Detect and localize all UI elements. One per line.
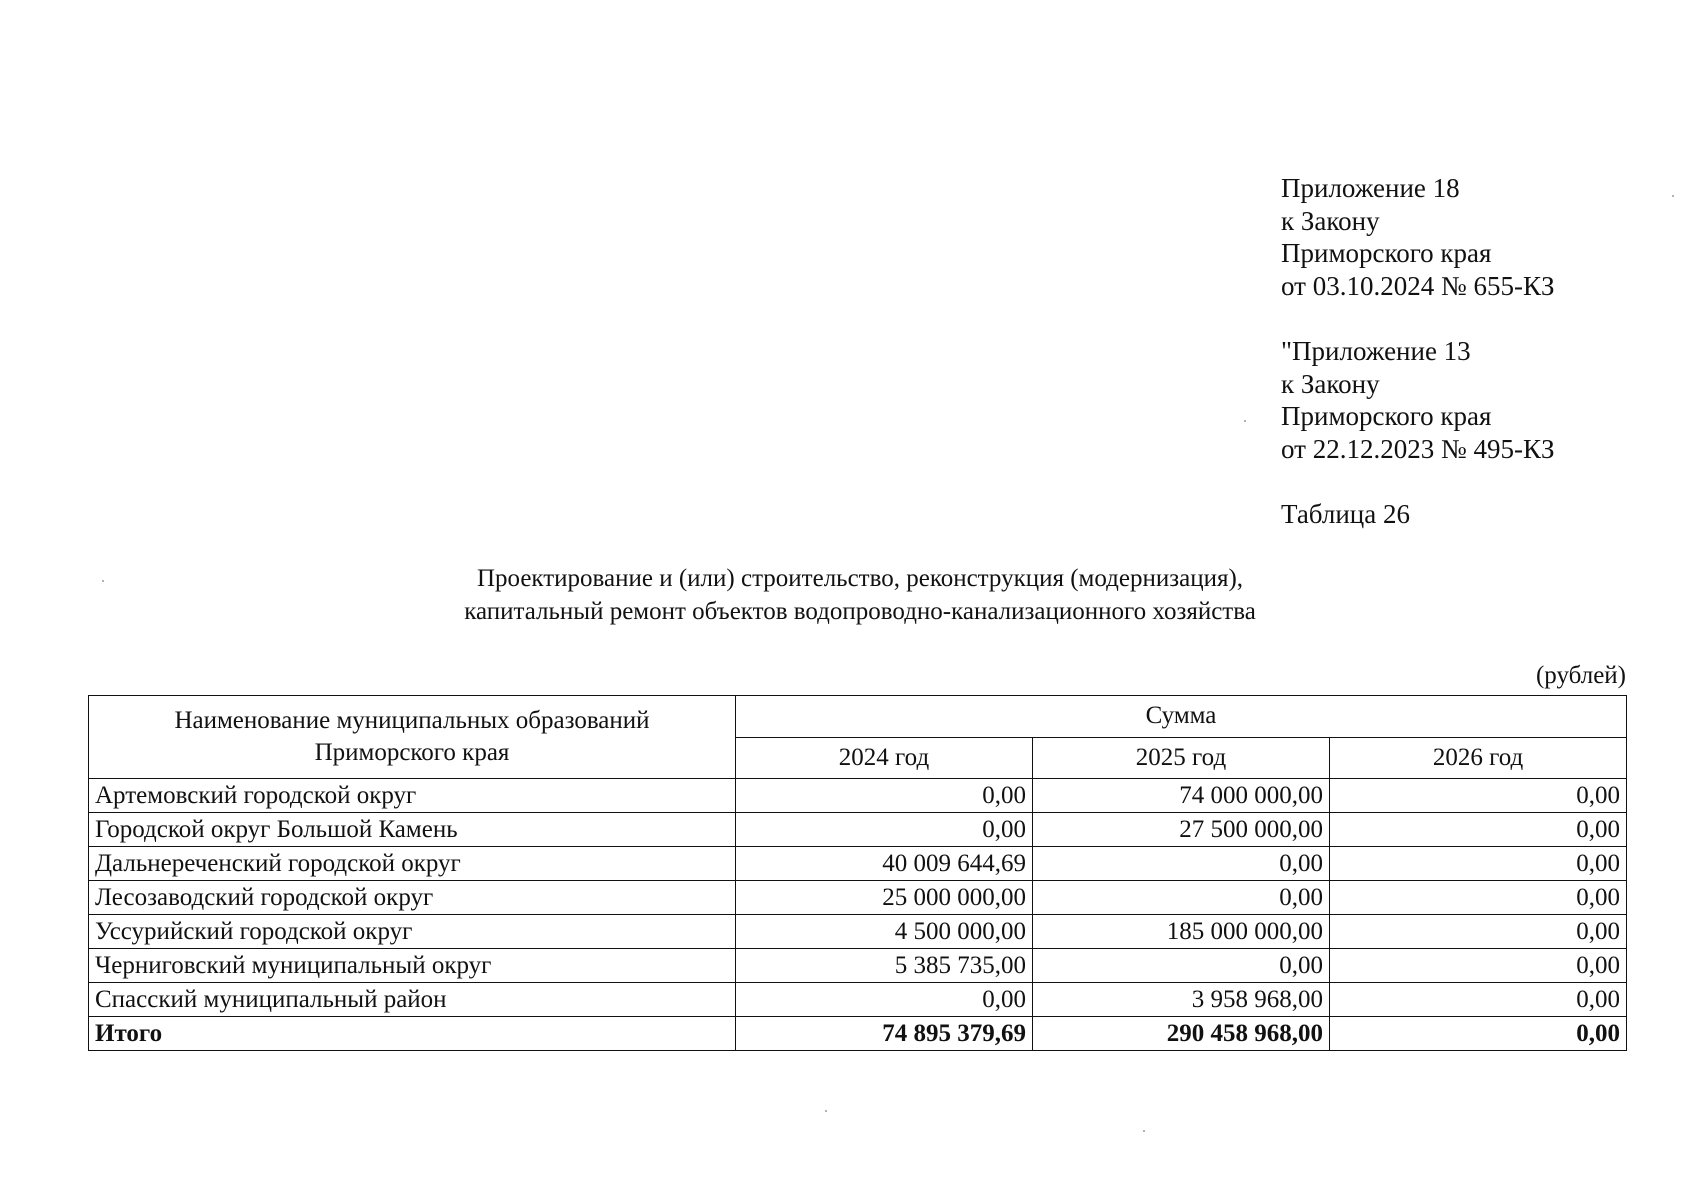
table-row [89,983,1627,1017]
header-year-2024: 2024 год [736,737,1033,779]
header-municipality-line2: Приморского края [314,739,510,766]
row-2026: 0,00 [1330,915,1627,949]
table-row [89,915,1627,949]
row-2025: 0,00 [1033,949,1330,983]
row-2024: 5 385 735,00 [736,949,1033,983]
row-2026: 0,00 [1330,881,1627,915]
row-2026: 0,00 [1330,949,1627,983]
unit-note: (рублей) [1535,662,1626,689]
row-name: Уссурийский городской округ [89,915,736,949]
annex-current-line3: Приморского края [1281,238,1492,268]
row-2025: 0,00 [1033,881,1330,915]
annex-previous-line3: Приморского края [1281,401,1492,431]
total-label: Итого [89,1017,736,1051]
row-name: Артемовский городской округ [89,779,736,813]
row-2024: 0,00 [736,779,1033,813]
table-row [89,813,1627,847]
row-2026: 0,00 [1330,847,1627,881]
row-2025: 185 000 000,00 [1033,915,1330,949]
table-row [89,847,1627,881]
total-2025: 290 458 968,00 [1033,1017,1330,1051]
row-2026: 0,00 [1330,813,1627,847]
document-title-line2: капитальный ремонт объектов водопроводно-канализационного хозяйства [464,598,1256,625]
document-title-line1: Проектирование и (или) строительство, реконструкция (модернизация), [476,565,1244,592]
table-row [89,779,1627,813]
annex-current-line2: к Закону [1281,205,1380,236]
annex-previous-line2: к Закону [1281,368,1380,399]
row-name: Спасский муниципальный район [89,983,736,1017]
budget-table [88,695,1627,1051]
header-municipality-line1: Наименование муниципальных образований [174,707,650,734]
table-row [89,949,1627,983]
annex-previous-line4: от 22.12.2023 № 495-КЗ [1281,433,1555,464]
annex-current-line4: от 03.10.2024 № 655-КЗ [1281,270,1555,301]
scan-speck [1143,1130,1145,1132]
annex-previous-line1: "Приложение 13 [1281,336,1471,366]
row-2026: 0,00 [1330,779,1627,813]
header-year-2026: 2026 год [1330,737,1627,779]
row-name: Лесозаводский городской округ [89,881,736,915]
table-number: Таблица 26 [1281,499,1410,529]
row-2025: 0,00 [1033,847,1330,881]
row-2025: 74 000 000,00 [1033,779,1330,813]
row-name: Черниговский муниципальный округ [89,949,736,983]
table-header-row [89,696,1627,738]
scan-speck [1244,420,1246,422]
document-title [0,562,1698,628]
table-row [89,881,1627,915]
row-name: Дальнереченский городской округ [89,847,736,881]
total-2024: 74 895 379,69 [736,1017,1033,1051]
row-2025: 27 500 000,00 [1033,813,1330,847]
header-sum: Сумма [736,696,1627,738]
table-total-row [89,1017,1627,1051]
header-municipality [89,696,736,779]
row-2024: 4 500 000,00 [736,915,1033,949]
scan-speck [825,1110,827,1112]
header-year-2025: 2025 год [1033,737,1330,779]
row-name: Городской округ Большой Камень [89,813,736,847]
row-2024: 40 009 644,69 [736,847,1033,881]
annex-current-line1: Приложение 18 [1281,173,1460,203]
scan-speck [1672,195,1674,197]
row-2025: 3 958 968,00 [1033,983,1330,1017]
annex-current-block [1281,172,1554,302]
row-2026: 0,00 [1330,983,1627,1017]
annex-previous-block [1281,335,1554,465]
row-2024: 25 000 000,00 [736,881,1033,915]
scan-speck [102,580,104,582]
row-2024: 0,00 [736,813,1033,847]
total-2026: 0,00 [1330,1017,1627,1051]
row-2024: 0,00 [736,983,1033,1017]
